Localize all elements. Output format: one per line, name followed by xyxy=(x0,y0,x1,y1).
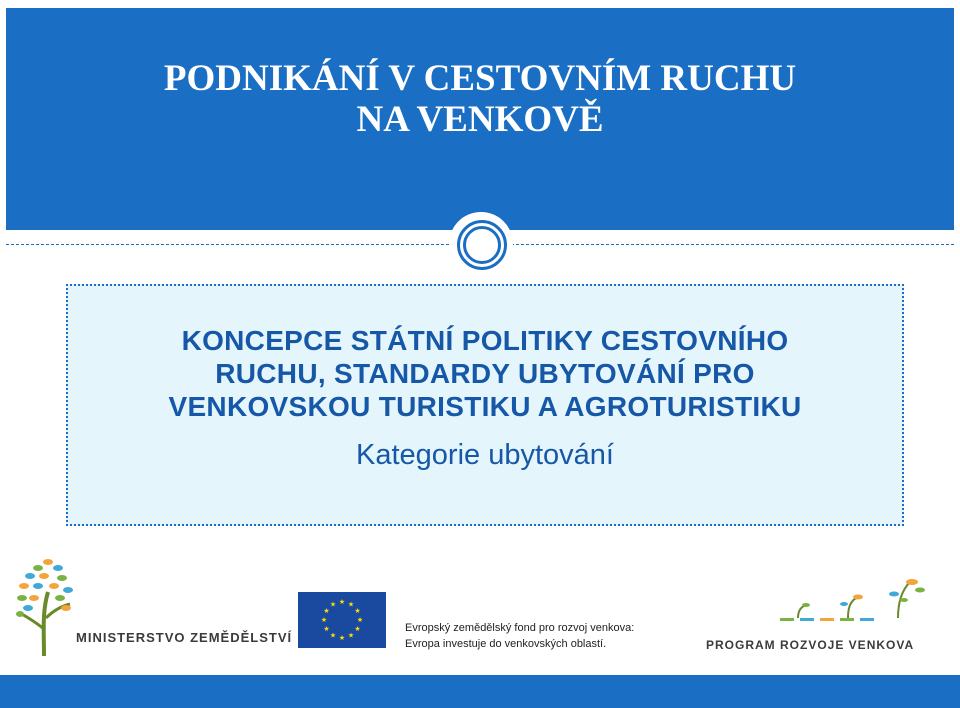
svg-text:★: ★ xyxy=(347,600,355,609)
svg-text:★: ★ xyxy=(338,598,346,606)
svg-text:★: ★ xyxy=(354,625,361,633)
program-logo-text: PROGRAM ROZVOJE VENKOVA xyxy=(706,638,915,652)
subtitle xyxy=(68,324,902,423)
page-title xyxy=(0,58,960,140)
svg-text:★: ★ xyxy=(338,634,346,642)
svg-text:★: ★ xyxy=(323,607,330,615)
svg-text:★: ★ xyxy=(354,607,361,615)
ministry-logo-text: MINISTERSTVO ZEMĚDĚLSTVÍ xyxy=(76,630,293,645)
eu-flag-icon xyxy=(298,592,386,648)
eu-fund-text-line-2: Evropa investuje do venkovských oblastí. xyxy=(405,638,607,650)
content-box xyxy=(66,284,904,526)
svg-text:★: ★ xyxy=(320,616,328,624)
target-circle-ring-inner xyxy=(463,226,501,264)
subtitle-line-3: VENKOVSKOU TURISTIKU A AGROTURISTIKU xyxy=(168,391,802,422)
sprout-logo-icon xyxy=(698,576,938,636)
page-title-line-2: NA VENKOVĚ xyxy=(356,99,604,140)
svg-text:★: ★ xyxy=(323,625,330,633)
page-title-line-1: PODNIKÁNÍ V CESTOVNÍM RUCHU xyxy=(163,58,797,99)
ministry-logo xyxy=(14,552,293,660)
svg-text:★: ★ xyxy=(329,631,337,640)
program-logo xyxy=(698,576,938,656)
tree-logo-icon xyxy=(14,552,76,660)
svg-text:★: ★ xyxy=(347,631,355,640)
footer-band xyxy=(0,675,960,708)
eu-stars xyxy=(298,592,386,648)
eu-fund-text xyxy=(405,620,634,652)
category-heading: Kategorie ubytování xyxy=(356,439,614,471)
subtitle-line-2: RUCHU, STANDARDY UBYTOVÁNÍ PRO xyxy=(215,358,755,389)
header-band xyxy=(6,8,954,230)
svg-text:★: ★ xyxy=(329,600,337,609)
eu-fund-text-line-1: Evropský zemědělský fond pro rozvoj venkova: xyxy=(405,622,635,634)
svg-text:★: ★ xyxy=(356,616,364,624)
subtitle-line-1: KONCEPCE STÁTNÍ POLITIKY CESTOVNÍHO xyxy=(181,325,789,356)
